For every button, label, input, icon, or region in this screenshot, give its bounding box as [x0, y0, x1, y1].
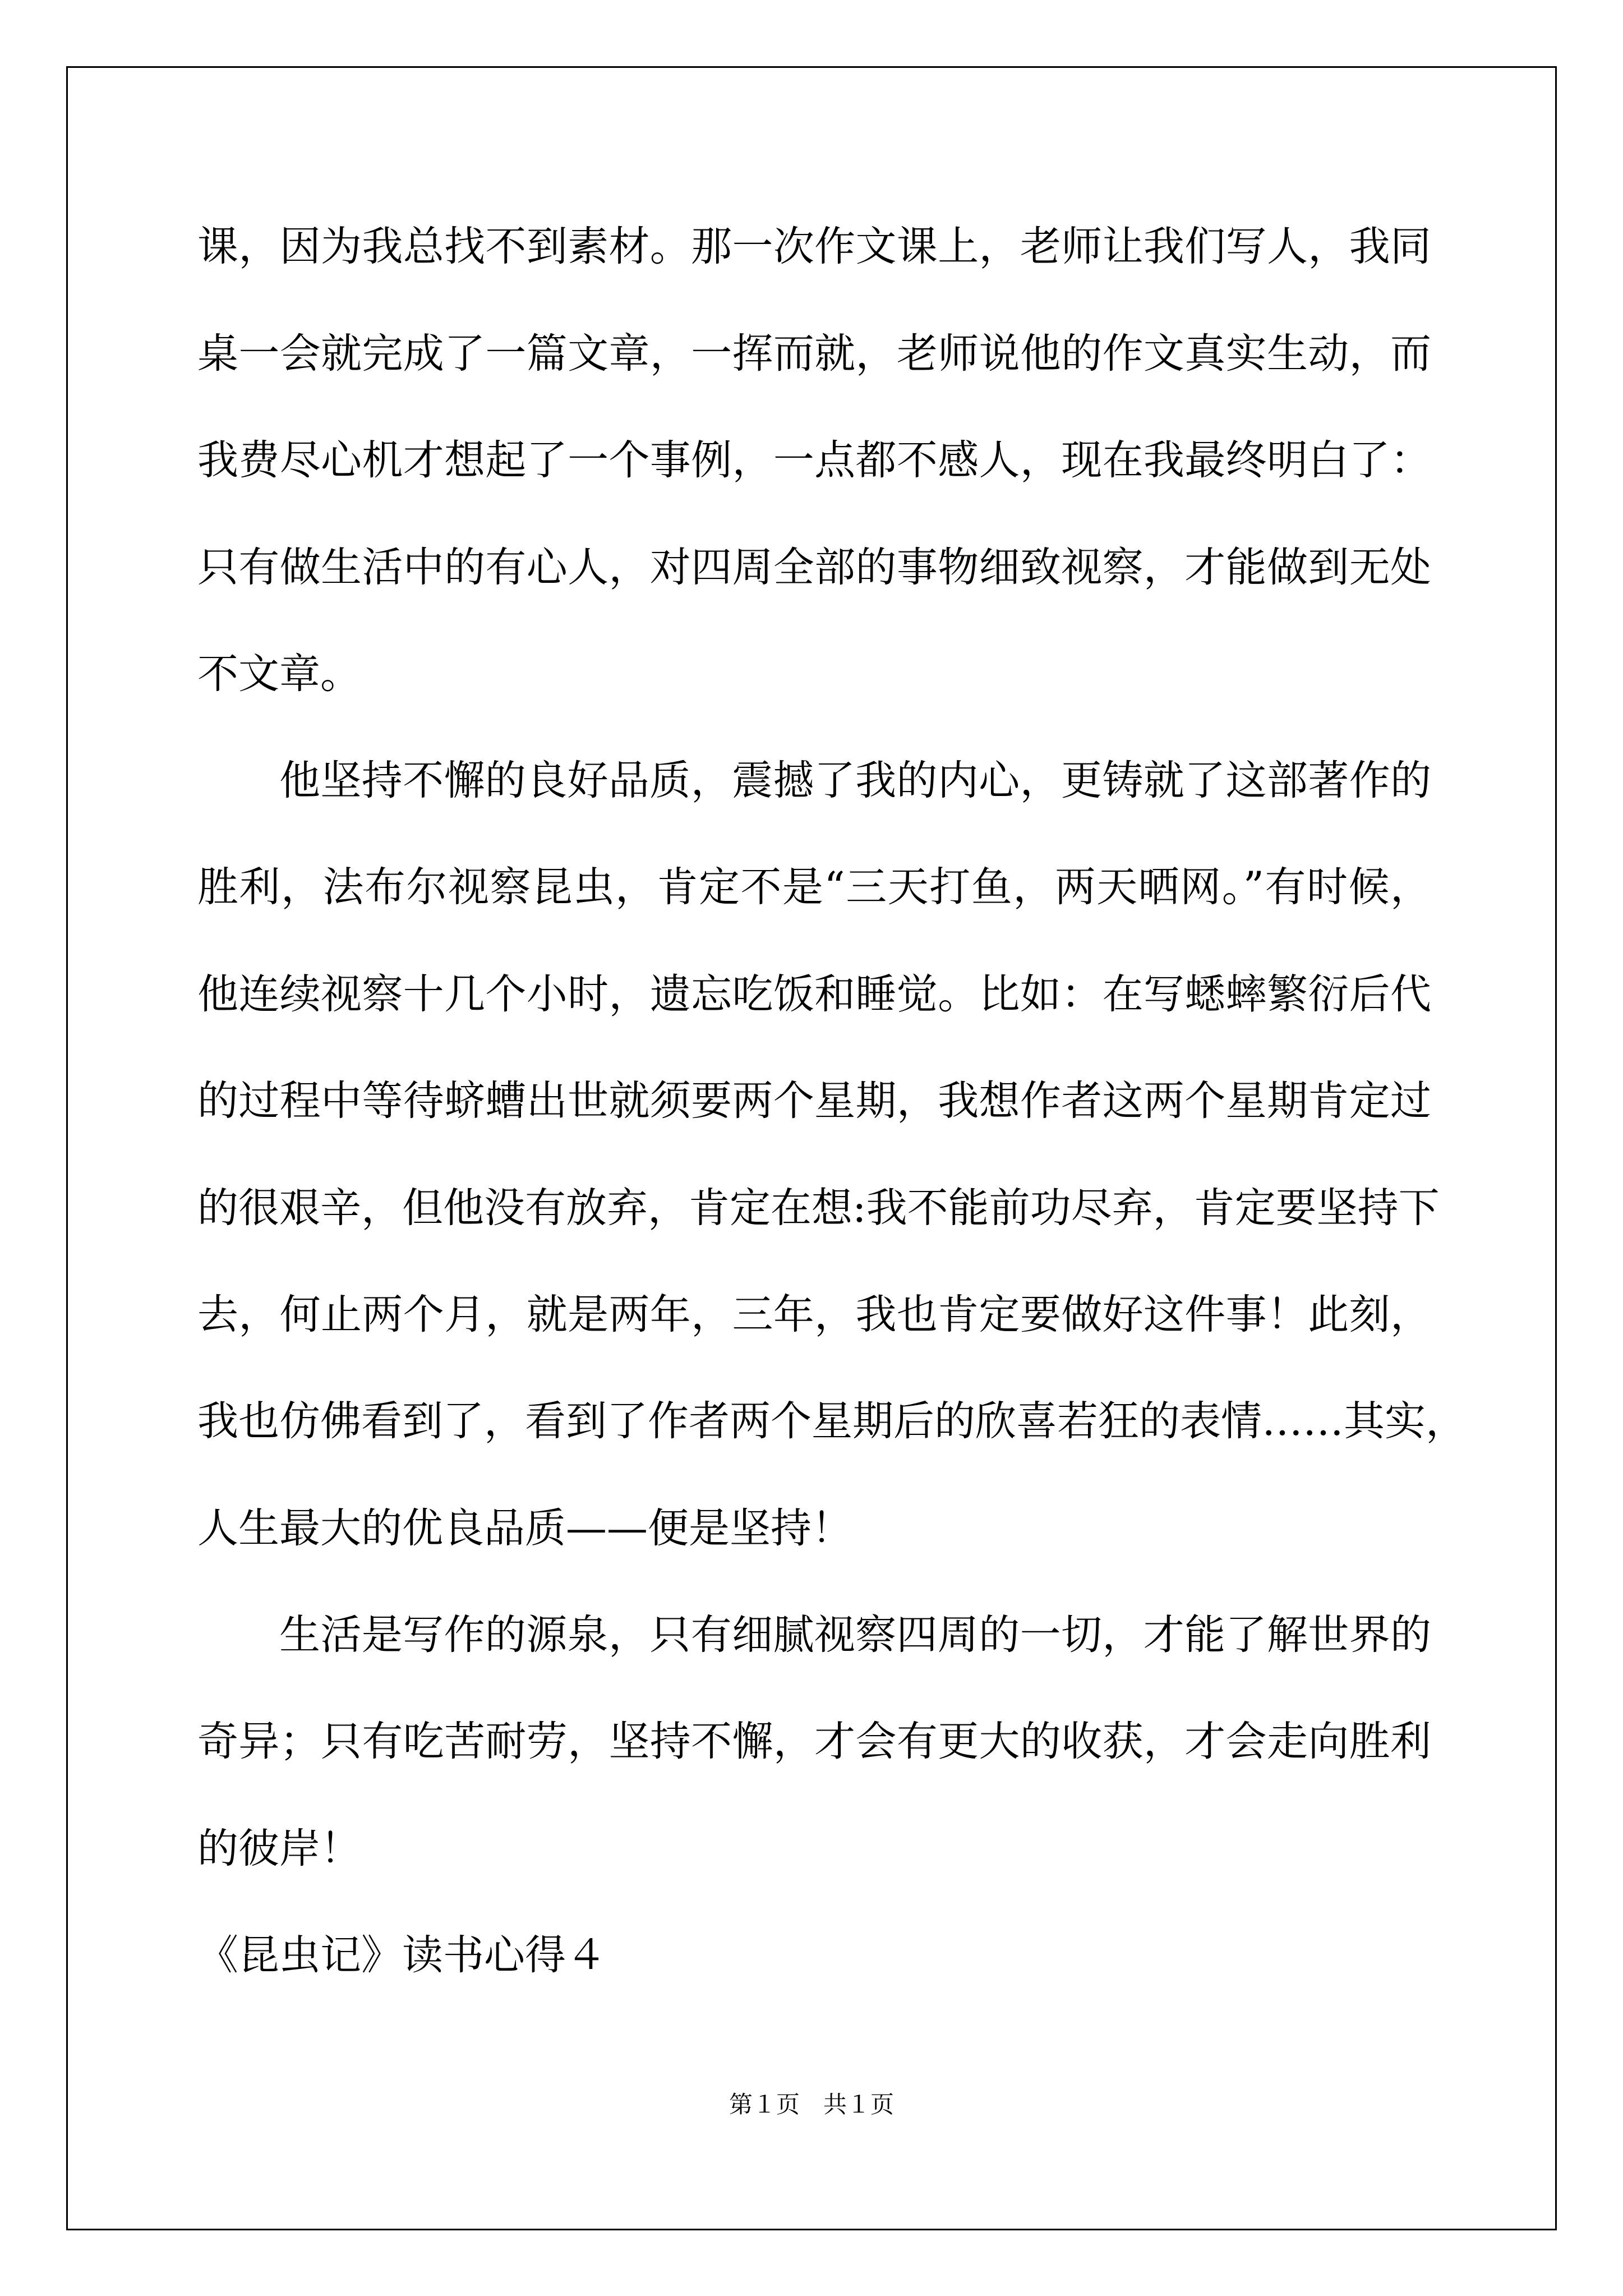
text-line: 只有做生活中的有心人，对四周全部的事物细致视察，才能做到无处 — [197, 544, 1431, 591]
text-line: 课，因为我总找不到素材。那一次作文课上，老师让我们写人，我同 — [197, 223, 1431, 270]
text-line: 他连续视察十几个小时，遗忘吃饭和睡觉。比如：在写蟋蟀繁衍后代 — [197, 970, 1431, 1018]
text-line: 的很艰辛，但他没有放弃，肯定在想:我不能前功尽弃，肯定要坚持下 — [197, 1184, 1440, 1232]
text-line: 的彼岸！ — [197, 1825, 361, 1872]
paragraph-start-line: 他坚持不懈的良好品质，震撼了我的内心，更铸就了这部著作的 — [279, 757, 1431, 804]
text-line: 的过程中等待蛴螬出世就须要两个星期，我想作者这两个星期肯定过 — [197, 1077, 1431, 1125]
text-line: 人生最大的优良品质——便是坚持！ — [197, 1504, 852, 1552]
text-line: 去，何止两个月，就是两年，三年，我也肯定要做好这件事！此刻， — [197, 1291, 1431, 1338]
section-heading: 《昆虫记》读书心得４ — [197, 1931, 607, 1979]
page-border — [66, 66, 1557, 2230]
page-footer: 第１页 共１页 — [728, 2091, 894, 2118]
paragraph-start-line: 生活是写作的源泉，只有细腻视察四周的一切，才能了解世界的 — [279, 1611, 1431, 1659]
text-line: 胜利，法布尔视察昆虫，肯定不是“三天打鱼，两天晒网。”有时候， — [197, 863, 1431, 911]
text-line: 我也仿佛看到了，看到了作者两个星期后的欣喜若狂的表情……其实， — [197, 1397, 1467, 1445]
text-line: 桌一会就完成了一篇文章，一挥而就，老师说他的作文真实生动，而 — [197, 330, 1431, 378]
text-line: 我费尽心机才想起了一个事例，一点都不感人，现在我最终明白了： — [197, 436, 1431, 484]
text-line: 不文章。 — [197, 650, 361, 698]
text-line: 奇异；只有吃苦耐劳，坚持不懈，才会有更大的收获，才会走向胜利 — [197, 1718, 1431, 1765]
